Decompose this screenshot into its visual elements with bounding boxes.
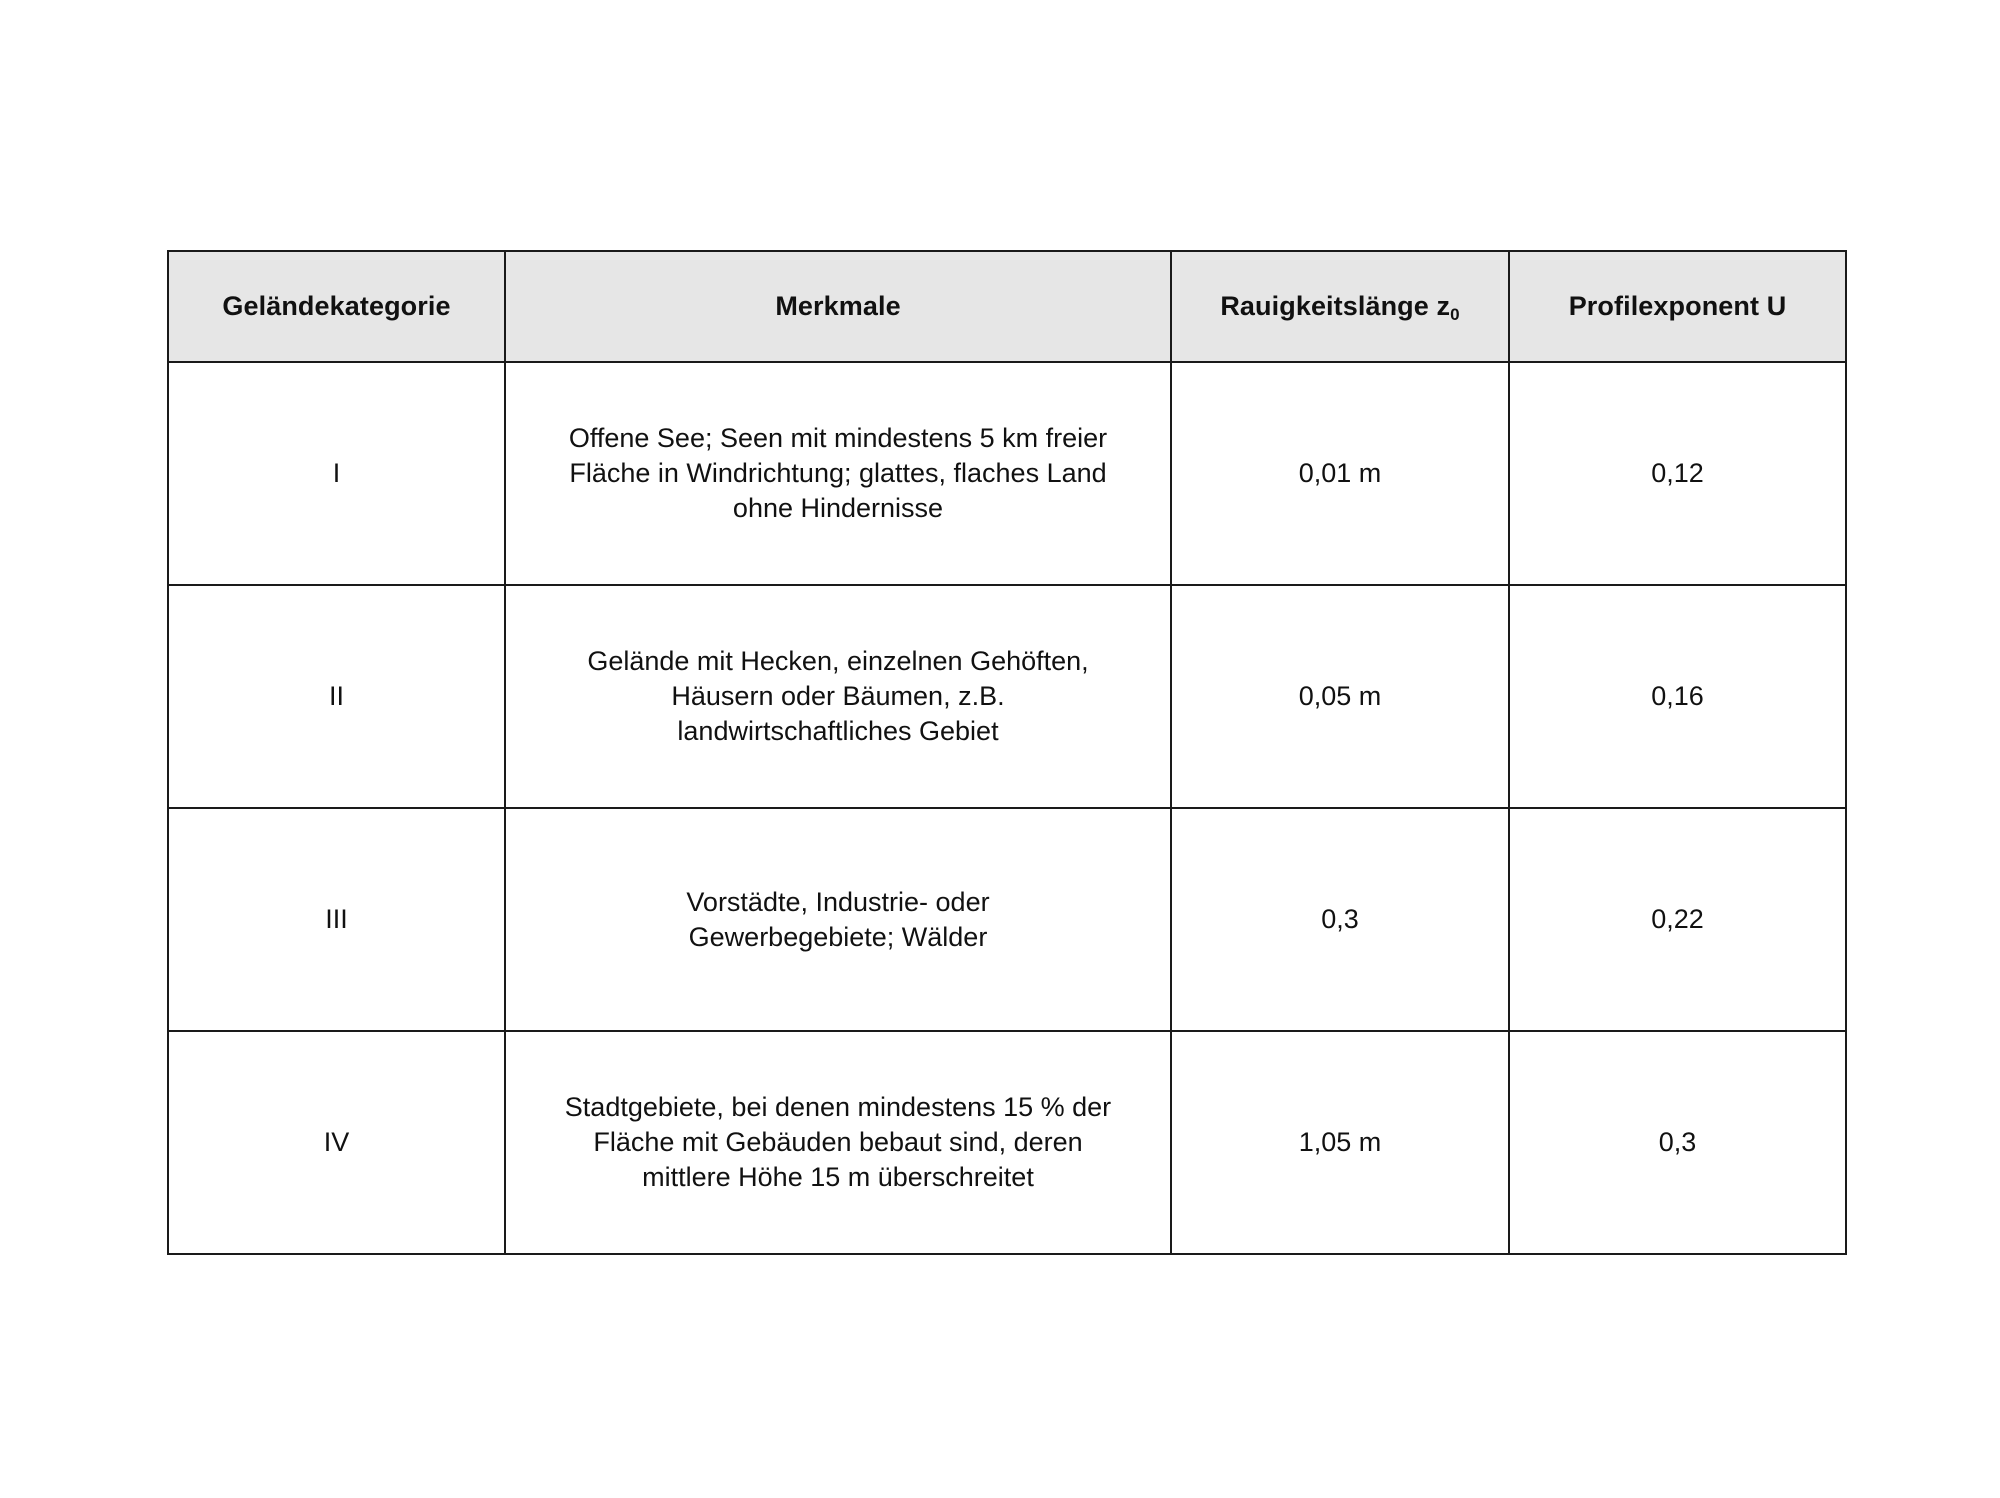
cell-roughness: 0,01 m [1171, 362, 1509, 585]
cell-features-text: Gelände mit Hecken, einzelnen Gehöften, Häusern oder Bäumen, z.B. landwirtschaftliches Gebiet [587, 646, 1089, 746]
table-header [168, 251, 1846, 362]
cell-category: III [168, 808, 505, 1031]
cell-features [505, 585, 1171, 808]
cell-exponent: 0,16 [1509, 585, 1846, 808]
header-features: Merkmale [505, 251, 1171, 362]
cell-exponent: 0,22 [1509, 808, 1846, 1031]
header-category: Geländekategorie [168, 251, 505, 362]
cell-features-text: Vorstädte, Industrie- oder Gewerbegebiete; Wälder [686, 886, 990, 952]
table-body [168, 362, 1846, 1254]
cell-features [505, 808, 1171, 1031]
cell-category: IV [168, 1031, 505, 1254]
cell-features-text: Offene See; Seen mit mindestens 5 km freier Fläche in Windrichtung; glattes, flaches Land ohne Hindernisse [568, 423, 1108, 523]
header-roughness [1171, 251, 1509, 362]
header-roughness-label: Rauigkeitslänge z [1220, 291, 1451, 321]
table-row [168, 1031, 1846, 1254]
cell-roughness: 0,3 [1171, 808, 1509, 1031]
table-row [168, 362, 1846, 585]
table-row [168, 808, 1846, 1031]
cell-roughness: 1,05 m [1171, 1031, 1509, 1254]
header-row [168, 251, 1846, 362]
cell-category: I [168, 362, 505, 585]
cell-features [505, 1031, 1171, 1254]
table-row [168, 585, 1846, 808]
cell-features-text: Stadtgebiete, bei denen mindestens 15 % der Fläche mit Gebäuden bebaut sind, deren mittlere Höhe 15 m überschreitet [564, 1092, 1112, 1192]
header-exponent: Profilexponent U [1509, 251, 1846, 362]
cell-roughness: 0,05 m [1171, 585, 1509, 808]
cell-category: II [168, 585, 505, 808]
cell-exponent: 0,12 [1509, 362, 1846, 585]
terrain-category-table [167, 250, 1847, 1255]
terrain-category-table-container [167, 250, 1845, 1255]
cell-exponent: 0,3 [1509, 1031, 1846, 1254]
cell-features [505, 362, 1171, 585]
header-roughness-subscript: 0 [1450, 305, 1460, 324]
